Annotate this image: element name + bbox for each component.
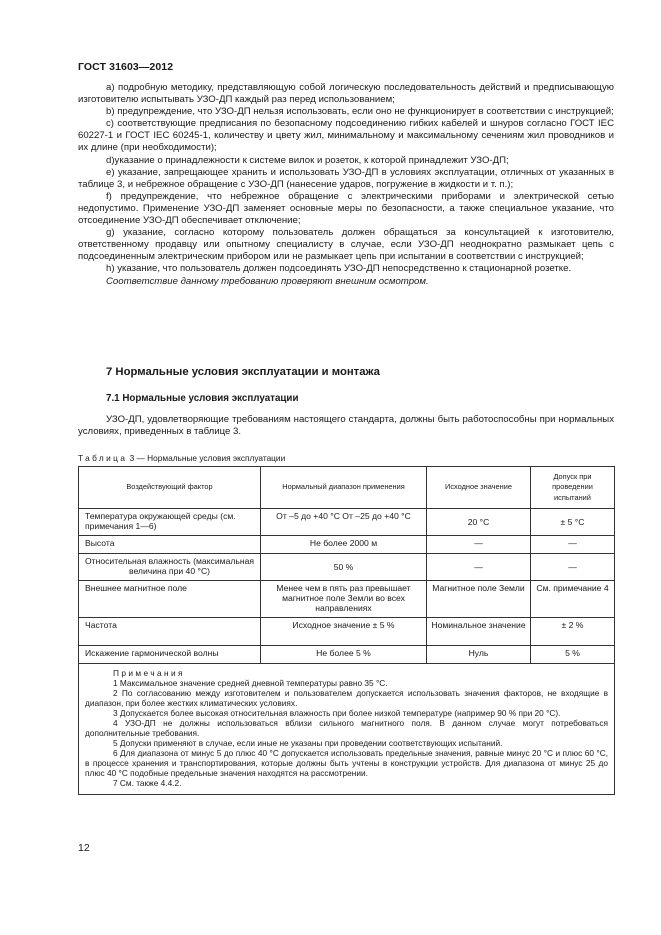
operating-conditions-table <box>78 466 615 795</box>
table-notes-row <box>79 664 615 795</box>
subsection-title: 7.1 Нормальные условия эксплуатации <box>106 393 299 404</box>
note-item: 3 Допускается более высокая относительная влажность при более низкой температуре (например 90 % при 20 °С). <box>113 708 561 718</box>
page-number: 12 <box>78 842 90 854</box>
table-row <box>79 646 615 664</box>
range-cell: Не более 2000 м <box>261 536 427 554</box>
range-cell: Менее чем в пять раз превышает магнитное поле Земли во всех направлениях <box>261 581 427 618</box>
table-header-row <box>79 467 615 509</box>
tolerance-cell: ± 5 °С <box>531 509 615 536</box>
tolerance-cell: 5 % <box>531 646 615 664</box>
list-item: с) соответствующие предписания по безопасному подсоединению гибких кабелей и шнуров согласно ГОСТ IEC 60227-1 и ГОСТ IEC 60245-1, количеству и цвету жил, минимальному и максимальному сечениям жил проводников и их длине (при необходимости); <box>78 118 614 154</box>
note-item: 4 УЗО-ДП не должны использоваться вблизи сильного магнитного поля. В данном случае могут потребоваться дополнительные требования. <box>85 718 608 738</box>
table-notes <box>79 664 615 795</box>
header-cell: Воздействующий фактор <box>79 467 261 509</box>
list-item: b) предупреждение, что УЗО-ДП нельзя использовать, если оно не функционирует в соответствии с инструкцией; <box>106 106 614 118</box>
tolerance-cell: — <box>531 554 615 581</box>
range-cell: Исходное значение ± 5 % <box>261 618 427 646</box>
note-item: 7 См. также 4.4.2. <box>113 778 182 788</box>
note-item: 6 Для диапазона от минус 5 до плюс 40 °С допускается использовать предельные значения, равные минус 20 °С и плюс 60 °С, в процессе хранения и транспортирования, которые должны быть учтены в конструкции устройств. Для диапазона от минус 25 до плюс 40 °С подобные предельные значения находятся на рассмотрении. <box>85 748 608 778</box>
reference-cell: — <box>427 554 531 581</box>
factor-cell: Внешнее магнитное поле <box>79 581 261 618</box>
tolerance-cell: См. примечание 4 <box>531 581 615 618</box>
factor-cell: Относительная влажность (максимальная величина при 40 °С) <box>79 554 261 581</box>
subsection-intro <box>78 414 614 438</box>
reference-cell: 20 °С <box>427 509 531 536</box>
list-item: h) указание, что пользователь должен подсоединять УЗО-ДП непосредственно к стационарной розетке. <box>106 263 572 275</box>
reference-cell: Нуль <box>427 646 531 664</box>
list-item: f) предупреждение, что небрежное обращение с электрическими приборами и электрической сетью недопустимо. Применение УЗО-ДП заменяет основные меры по безопасности, а также специальное указание, что отсоединение УЗО-ДП обеспечивает отключение; <box>78 190 614 227</box>
factor-cell: Температура окружающей среды (см. примечания 1—6) <box>79 509 261 536</box>
verification-note: Соответствие данному требованию проверяют внешним осмотром. <box>106 275 429 287</box>
table-caption-text: 3 — Нормальные условия эксплуатации <box>127 453 286 463</box>
requirements-list <box>78 82 614 288</box>
list-item: е) указание, запрещающее хранить и использовать УЗО-ДП в условиях эксплуатации, отличных от указанных в таблице 3, и небрежное обращение с УЗО-ДП (нанесение ударов, погружение в жидкости и т. п.); <box>78 166 614 190</box>
header-cell: Допуск при проведении испытаний <box>531 467 615 509</box>
range-cell: 50 % <box>261 554 427 581</box>
list-item: g) указание, согласно которому пользователь должен обращаться за консультацией к изготовителю, ответственному продавцу или опытному специалисту в случае, если УЗО-ДП неоднократно размыкает цепь с подсоединенным электрическим прибором или не размыкает цепь при испытании в соответствии с инструкцией; <box>78 227 614 263</box>
table-row <box>79 618 615 646</box>
factor-cell: Частота <box>79 618 261 646</box>
reference-cell: Магнитное поле Земли <box>427 581 531 618</box>
factor-cell: Искажение гармонической волны <box>79 646 261 664</box>
section-title: 7 Нормальные условия эксплуатации и монтажа <box>106 366 380 378</box>
list-item: d)указание о принадлежности к системе вилок и розеток, к которой принадлежит УЗО-ДП; <box>106 154 509 166</box>
factor-cell: Высота <box>79 536 261 554</box>
reference-cell: Номинальное значение <box>427 618 531 646</box>
header-cell: Исходное значение <box>427 467 531 509</box>
note-item: 1 Максимальное значение средней дневной температуры равно 35 °С. <box>113 678 388 688</box>
reference-cell: — <box>427 536 531 554</box>
header-cell: Нормальный диапазон применения <box>261 467 427 509</box>
notes-title: Примечания <box>113 668 185 678</box>
list-item: а) подробную методику, представляющую собой логическую последовательность действий и предписывающую изготовителю испытывать УЗО-ДП каждый раз перед использованием; <box>78 82 614 106</box>
tolerance-cell: ± 2 % <box>531 618 615 646</box>
table-row <box>79 509 615 536</box>
document-header: ГОСТ 31603—2012 <box>78 61 174 73</box>
table-caption <box>78 453 285 463</box>
table-row <box>79 554 615 581</box>
note-item: 5 Допуски применяют в случае, если иные не указаны при проведении соответствующих испытаний. <box>113 738 503 748</box>
table-row <box>79 581 615 618</box>
intro-paragraph: УЗО-ДП, удовлетворяющие требованиям настоящего стандарта, должны быть работоспособны при нормальных условиях, приведенных в таблице 3. <box>78 414 614 438</box>
table-row <box>79 536 615 554</box>
tolerance-cell: — <box>531 536 615 554</box>
range-cell: Не более 5 % <box>261 646 427 664</box>
table-caption-prefix: Таблица <box>78 453 128 463</box>
range-cell: От –5 до +40 °С От –25 до +40 °С <box>261 509 427 536</box>
note-item: 2 По согласованию между изготовителем и пользователем допускается использовать значения факторов, не входящие в диапазон, при более жестких климатических условиях. <box>85 688 608 708</box>
